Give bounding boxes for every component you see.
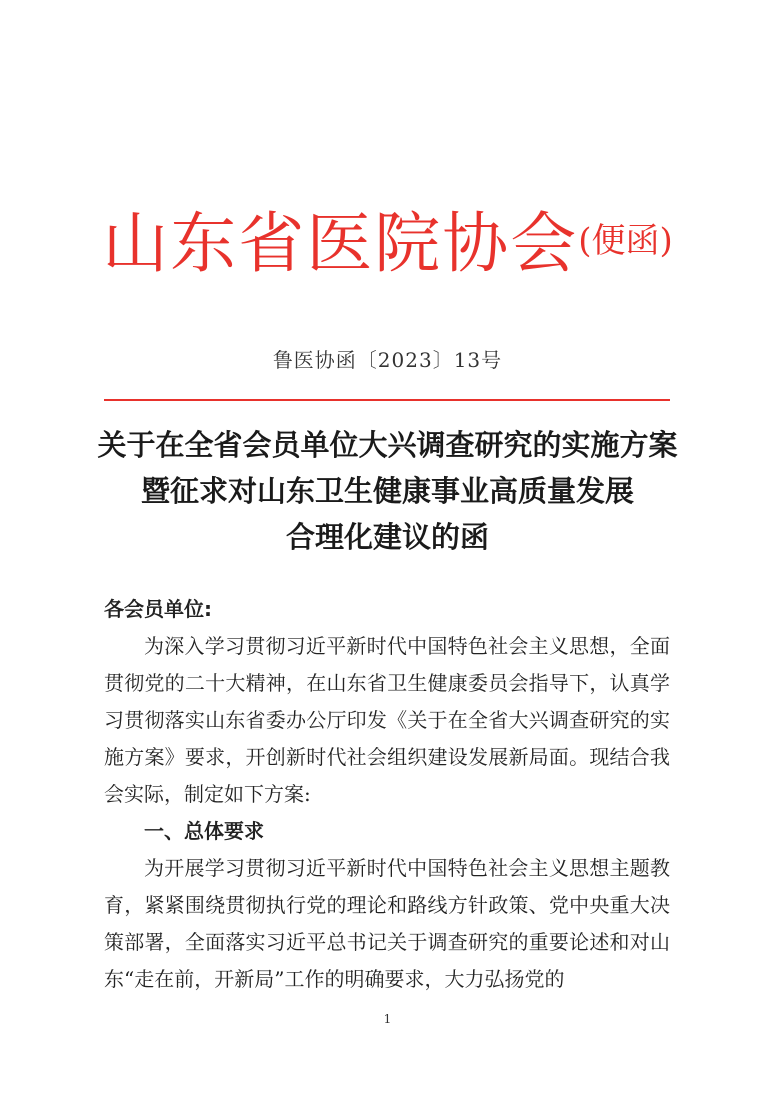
page-number: 1 (383, 1012, 392, 1026)
document-number: 鲁医协函〔2023〕13号 (272, 348, 503, 372)
org-name: 山东省医院协会 (102, 205, 579, 282)
title-line-3: 合理化建议的函 (285, 520, 489, 554)
document-title (60, 422, 715, 560)
title-line-2: 暨征求对山东卫生健康事业高质量发展 (140, 474, 634, 508)
body-paragraph-2: 为开展学习贯彻习近平新时代中国特色社会主义思想主题教育，紧紧围绕贯彻执行党的理论和路线方针政策、党中央重大决策部署，全面落实习近平总书记关于调查研究的重要论述和对山东“走在前，开新局”工作的明确要求，大力弘扬党的 (104, 856, 670, 991)
salutation: 各会员单位: (104, 597, 212, 621)
letter-type-label: (便函) (578, 221, 673, 261)
section-heading-1: 一、总体要求 (144, 819, 264, 843)
document-body (104, 591, 670, 998)
red-divider-line (104, 399, 670, 401)
title-line-1: 关于在全省会员单位大兴调查研究的实施方案 (97, 428, 678, 462)
letterhead (0, 190, 775, 285)
body-paragraph-1: 为深入学习贯彻习近平新时代中国特色社会主义思想，全面贯彻党的二十大精神，在山东省卫生健康委员会指导下，认真学习贯彻落实山东省委办公厅印发《关于在全省大兴调查研究的实施方案》要求，开创新时代社会组织建设发展新局面。现结合我会实际，制定如下方案: (104, 634, 670, 806)
